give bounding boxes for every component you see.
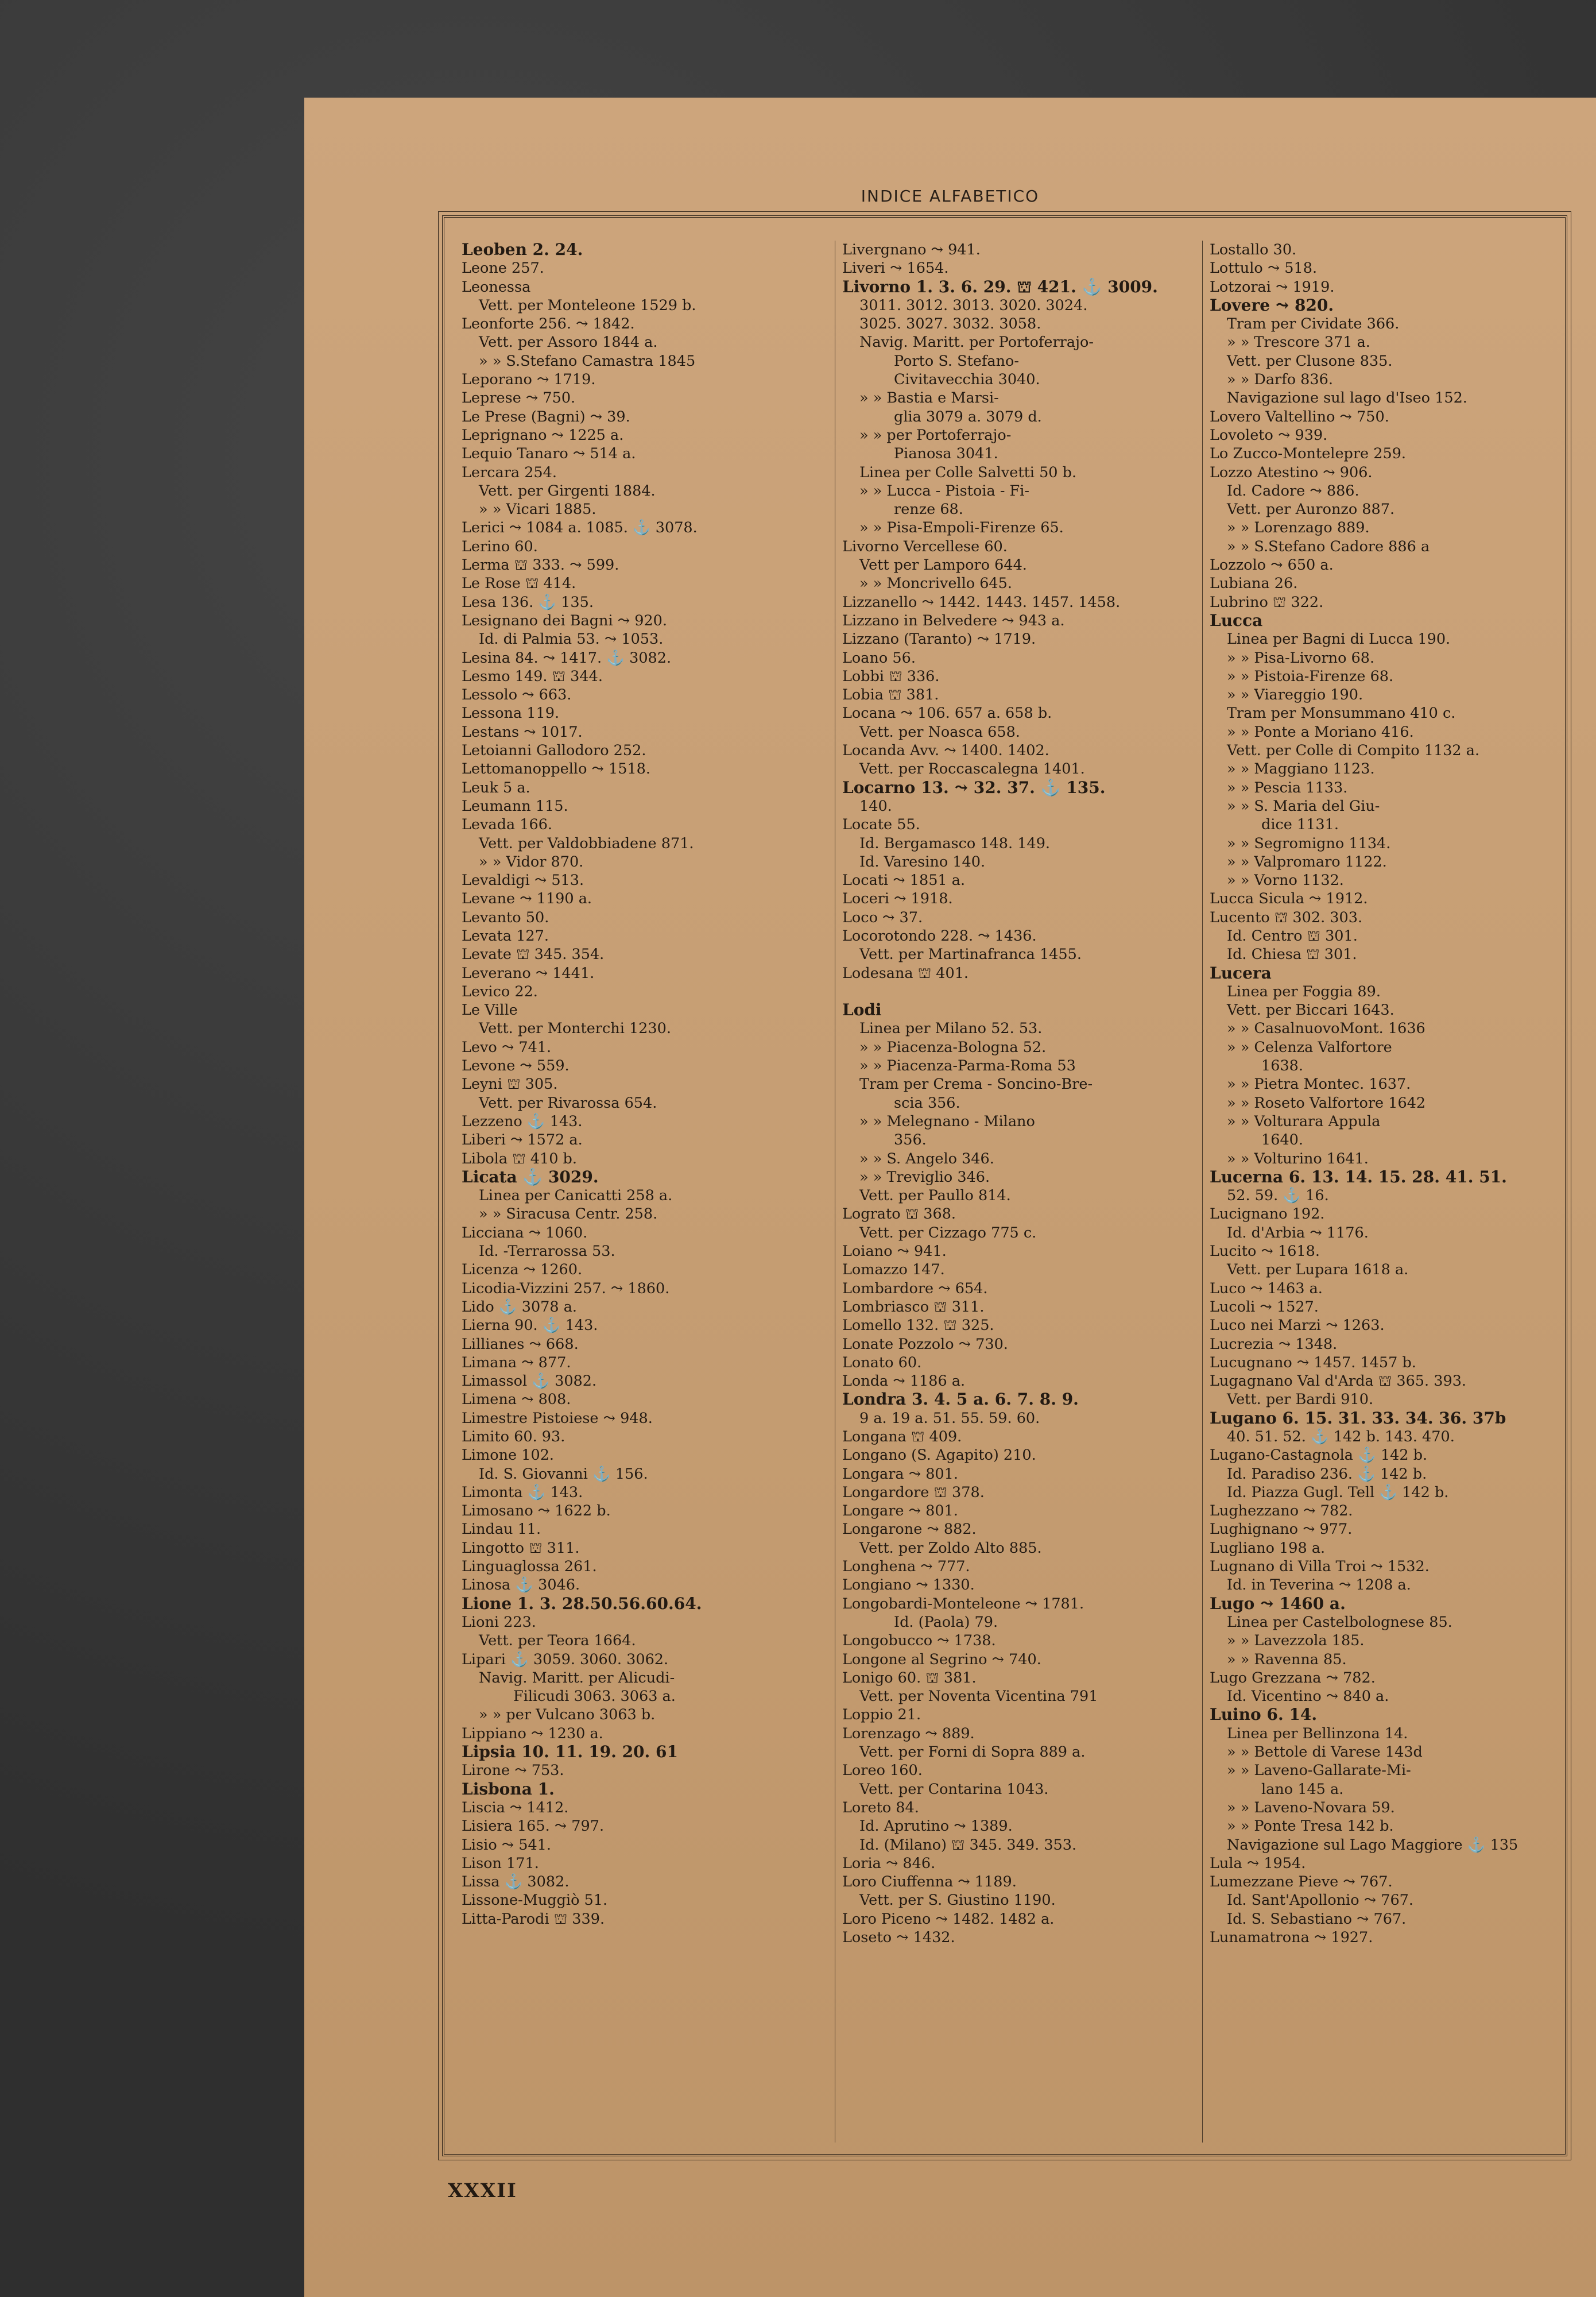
index-entry: dice 1131. xyxy=(1261,816,1339,834)
index-entry: Lione 1. 3. 28.50.56.60.64. xyxy=(462,1594,702,1613)
index-entry: Linea per Bagni di Lucca 190. xyxy=(1227,631,1451,648)
index-entry: Limone 102. xyxy=(462,1447,555,1464)
index-entry: Vett. per Colle di Compito 1132 a. xyxy=(1227,742,1480,760)
index-entry: Id. S. Sebastiano ⤳ 767. xyxy=(1227,1910,1407,1928)
index-entry: Lonigo 60. ⛫ 381. xyxy=(842,1669,977,1687)
index-entry: Lorenzago ⤳ 889. xyxy=(842,1724,975,1742)
index-entry: Lugliano 198 a. xyxy=(1210,1539,1326,1557)
index-entry: Lomazzo 147. xyxy=(842,1261,945,1279)
index-entry: Lula ⤳ 1954. xyxy=(1210,1854,1306,1872)
index-entry: Licenza ⤳ 1260. xyxy=(462,1261,583,1279)
index-entry: Vett. per Assoro 1844 a. xyxy=(479,334,658,351)
index-entry: Levada 166. xyxy=(462,816,553,834)
index-entry: Leoben 2. 24. xyxy=(462,241,583,259)
index-entry: Lissa ⚓ 3082. xyxy=(462,1873,570,1891)
index-entry: Loreto 84. xyxy=(842,1799,919,1816)
index-entry: Loria ⤳ 846. xyxy=(842,1854,936,1872)
index-entry: Linea per Foggia 89. xyxy=(1227,983,1381,1000)
index-entry: Lirone ⤳ 753. xyxy=(462,1762,564,1780)
index-entry: Lombardore ⤳ 654. xyxy=(842,1279,988,1297)
index-entry: Lostallo 30. xyxy=(1210,241,1297,258)
index-entry: Lombriasco ⛫ 311. xyxy=(842,1298,985,1316)
index-entry: Lodesana ⛫ 401. xyxy=(842,964,969,982)
index-entry: Lucerna 6. 13. 14. 15. 28. 41. 51. xyxy=(1210,1167,1507,1186)
index-entry: » » Celenza Valfortore xyxy=(1227,1038,1392,1056)
index-entry: Longara ⤳ 801. xyxy=(842,1465,958,1483)
index-entry: Id. (Milano) ⛫ 345. 349. 353. xyxy=(859,1836,1077,1854)
index-entry: Loco ⤳ 37. xyxy=(842,908,923,926)
index-entry: Levate ⛫ 345. 354. xyxy=(462,946,605,964)
index-frame xyxy=(442,215,1567,2156)
index-entry: Licciana ⤳ 1060. xyxy=(462,1224,588,1242)
index-entry: Vett. per Monteleone 1529 b. xyxy=(479,296,696,314)
index-entry: Loseto ⤳ 1432. xyxy=(842,1929,955,1947)
index-entry: lano 145 a. xyxy=(1261,1780,1344,1798)
index-entry: 9 a. 19 a. 51. 55. 59. 60. xyxy=(859,1409,1040,1427)
index-entry: Lioni 223. xyxy=(462,1613,536,1631)
index-entry: » » Viareggio 190. xyxy=(1227,686,1363,704)
index-entry: Civitavecchia 3040. xyxy=(894,371,1040,389)
index-entry: Lesina 84. ⤳ 1417. ⚓ 3082. xyxy=(462,649,672,667)
index-entry: Lo Zucco-Montelepre 259. xyxy=(1210,445,1407,463)
index-entry: Lizzanello ⤳ 1442. 1443. 1457. 1458. xyxy=(842,593,1121,611)
index-entry: Lesmo 149. ⛫ 344. xyxy=(462,667,603,685)
index-entry: Id. Sant'Apollonio ⤳ 767. xyxy=(1227,1892,1414,1909)
index-entry: » » Ravenna 85. xyxy=(1227,1650,1347,1668)
index-entry: Livorno 1. 3. 6. 29. ⛫ 421. ⚓ 3009. xyxy=(842,277,1158,296)
index-entry: Id. Paradiso 236. ⚓ 142 b. xyxy=(1227,1465,1427,1483)
index-entry: Longobardi-Monteleone ⤳ 1781. xyxy=(842,1595,1084,1612)
index-entry: Lugo ⤳ 1460 a. xyxy=(1210,1594,1346,1613)
index-entry: » » Valpromaro 1122. xyxy=(1227,853,1387,871)
index-entry: » » Vidor 870. xyxy=(479,853,584,871)
index-entry: Lobbi ⛫ 336. xyxy=(842,667,940,685)
index-entry: Liberi ⤳ 1572 a. xyxy=(462,1131,583,1149)
index-entry: » » Bastia e Marsi- xyxy=(859,389,999,407)
index-entry: Lovoleto ⤳ 939. xyxy=(1210,426,1328,444)
index-column-2 xyxy=(835,241,1198,2143)
index-entry: Filicudi 3063. 3063 a. xyxy=(513,1688,676,1706)
index-entry: Lisbona 1. xyxy=(462,1780,555,1799)
index-entry: Lequio Tanaro ⤳ 514 a. xyxy=(462,445,636,463)
index-entry: Levico 22. xyxy=(462,983,538,1000)
index-entry: » » Siracusa Centr. 258. xyxy=(479,1205,658,1223)
index-entry: Lugagnano Val d'Arda ⛫ 365. 393. xyxy=(1210,1372,1467,1390)
index-entry: Id. Varesino 140. xyxy=(859,853,986,871)
index-entry: Linosa ⚓ 3046. xyxy=(462,1576,580,1594)
index-entry: Livergnano ⤳ 941. xyxy=(842,241,981,258)
index-entry: Lesa 136. ⚓ 135. xyxy=(462,593,594,611)
index-entry: » » Pescia 1133. xyxy=(1227,779,1348,796)
index-entry: » » Laveno-Novara 59. xyxy=(1227,1799,1395,1816)
index-entry: » » Laveno-Gallarate-Mi- xyxy=(1227,1762,1411,1780)
index-entry: 40. 51. 52. ⚓ 142 b. 143. 470. xyxy=(1227,1428,1455,1445)
index-entry: Licodia-Vizzini 257. ⤳ 1860. xyxy=(462,1279,670,1297)
index-entry: Linea per Colle Salvetti 50 b. xyxy=(859,463,1077,481)
index-entry: Lubrino ⛫ 322. xyxy=(1210,593,1324,611)
index-entry: Vett. per Bardi 910. xyxy=(1227,1391,1374,1409)
index-entry: Lierna 90. ⚓ 143. xyxy=(462,1317,598,1335)
index-entry: Libola ⛫ 410 b. xyxy=(462,1150,577,1167)
index-entry: Locati ⤳ 1851 a. xyxy=(842,872,966,890)
index-entry: Linguaglossa 261. xyxy=(462,1558,597,1576)
index-column-3 xyxy=(1202,241,1571,2143)
index-entry: Leverano ⤳ 1441. xyxy=(462,964,595,982)
index-entry: Lugano 6. 15. 31. 33. 34. 36. 37b xyxy=(1210,1409,1506,1428)
index-entry: Vett. per Contarina 1043. xyxy=(859,1780,1049,1798)
index-entry: Id. Piazza Gugl. Tell ⚓ 142 b. xyxy=(1227,1483,1449,1501)
index-entry: Lizzano in Belvedere ⤳ 943 a. xyxy=(842,612,1065,629)
index-entry: Vett. per Paullo 814. xyxy=(859,1187,1011,1205)
index-entry: Lugano-Castagnola ⚓ 142 b. xyxy=(1210,1447,1428,1464)
index-entry: » » Trescore 371 a. xyxy=(1227,334,1370,351)
index-entry: » » Vorno 1132. xyxy=(1227,872,1344,890)
index-entry: Longiano ⤳ 1330. xyxy=(842,1576,975,1594)
index-entry: Lovero Valtellino ⤳ 750. xyxy=(1210,408,1389,426)
index-entry: Id. Chiesa ⛫ 301. xyxy=(1227,946,1357,964)
index-entry: Lunamatrona ⤳ 1927. xyxy=(1210,1929,1373,1947)
index-entry: 52. 59. ⚓ 16. xyxy=(1227,1187,1329,1205)
index-entry: 356. xyxy=(894,1131,927,1149)
index-entry: Longone al Segrino ⤳ 740. xyxy=(842,1650,1041,1668)
index-entry: » » per Portoferrajo- xyxy=(859,426,1012,444)
index-entry: Lonato 60. xyxy=(842,1354,922,1371)
index-entry: Lido ⚓ 3078 a. xyxy=(462,1298,578,1316)
index-entry: Lugo Grezzana ⤳ 782. xyxy=(1210,1669,1376,1687)
index-entry: » » Vicari 1885. xyxy=(479,501,596,519)
index-entry: Vett. per Roccascalegna 1401. xyxy=(859,760,1085,778)
index-entry: Lindau 11. xyxy=(462,1521,541,1538)
index-entry: Limestre Pistoiese ⤳ 948. xyxy=(462,1409,653,1427)
index-entry: Le Ville xyxy=(462,1001,518,1019)
index-entry: 140. xyxy=(859,797,892,815)
index-entry: Longhena ⤳ 777. xyxy=(842,1558,970,1576)
index-entry: Tram per Crema - Soncino-Bre- xyxy=(859,1076,1093,1093)
index-entry: Lucera xyxy=(1210,964,1272,983)
index-entry: Id. -Terrarossa 53. xyxy=(479,1243,615,1260)
index-entry: Id. d'Arbia ⤳ 1176. xyxy=(1227,1224,1369,1242)
index-entry: Lottulo ⤳ 518. xyxy=(1210,260,1318,277)
page-header: INDICE ALFABETICO xyxy=(861,187,1040,206)
index-entry: Lestans ⤳ 1017. xyxy=(462,723,583,741)
index-entry: Locarno 13. ⤳ 32. 37. ⚓ 135. xyxy=(842,778,1106,797)
index-entry: Leyni ⛫ 305. xyxy=(462,1076,558,1093)
index-entry: Lessolo ⤳ 663. xyxy=(462,686,572,704)
index-entry: Vett per Lamporo 644. xyxy=(859,556,1027,574)
index-entry: Licata ⚓ 3029. xyxy=(462,1167,599,1186)
index-entry: Vett. per Valdobbiadene 871. xyxy=(479,834,694,852)
index-entry: Lerici ⤳ 1084 a. 1085. ⚓ 3078. xyxy=(462,519,698,537)
index-entry: Lippiano ⤳ 1230 a. xyxy=(462,1724,603,1742)
index-entry: Lison 171. xyxy=(462,1854,539,1872)
index-entry: Lovere ⤳ 820. xyxy=(1210,296,1334,315)
index-entry: Lugnano di Villa Troi ⤳ 1532. xyxy=(1210,1558,1430,1576)
index-entry: Navigazione sul Lago Maggiore ⚓ 135 xyxy=(1227,1836,1518,1854)
index-entry: Vett. per Noventa Vicentina 791 xyxy=(859,1688,1098,1706)
index-entry: renze 68. xyxy=(894,501,963,519)
index-entry: Id. Centro ⛫ 301. xyxy=(1227,927,1358,945)
index-entry: » » Melegnano - Milano xyxy=(859,1112,1035,1130)
index-entry: Vett. per Clusone 835. xyxy=(1227,352,1393,370)
index-entry: Leprese ⤳ 750. xyxy=(462,389,576,407)
index-entry: Londa ⤳ 1186 a. xyxy=(842,1372,966,1390)
index-entry: Longarone ⤳ 882. xyxy=(842,1521,977,1538)
index-entry: » » Pistoia-Firenze 68. xyxy=(1227,667,1394,685)
index-entry: » » Ponte a Moriano 416. xyxy=(1227,723,1414,741)
index-entry: 1638. xyxy=(1261,1057,1304,1075)
index-entry: » » CasalnuovoMont. 1636 xyxy=(1227,1020,1425,1038)
index-entry: Lucoli ⤳ 1527. xyxy=(1210,1298,1319,1316)
index-entry: Le Prese (Bagni) ⤳ 39. xyxy=(462,408,630,426)
index-entry: scia 356. xyxy=(894,1094,960,1112)
index-entry: Loceri ⤳ 1918. xyxy=(842,890,953,908)
index-entry: Luco nei Marzi ⤳ 1263. xyxy=(1210,1317,1385,1335)
index-entry: Lonate Pozzolo ⤳ 730. xyxy=(842,1335,1008,1353)
index-entry: Lumezzane Pieve ⤳ 767. xyxy=(1210,1873,1393,1891)
index-entry: Litta-Parodi ⛫ 339. xyxy=(462,1910,605,1928)
index-entry: Letoianni Gallodoro 252. xyxy=(462,742,646,760)
index-entry: » » Lorenzago 889. xyxy=(1227,519,1370,537)
index-entry: Livorno Vercellese 60. xyxy=(842,537,1008,555)
index-entry: Longardore ⛫ 378. xyxy=(842,1483,985,1501)
index-entry: Lomello 132. ⛫ 325. xyxy=(842,1317,994,1335)
book-page xyxy=(304,98,1596,2297)
index-entry: Id. Cadore ⤳ 886. xyxy=(1227,482,1359,500)
index-entry: Linea per Castelbolognese 85. xyxy=(1227,1613,1452,1631)
page-number: XXXII xyxy=(448,2179,517,2202)
index-entry: » » S.Stefano Cadore 886 a xyxy=(1227,537,1430,555)
index-entry: Leonessa xyxy=(462,278,531,296)
index-entry: Lisiera 165. ⤳ 797. xyxy=(462,1818,605,1835)
index-entry: Id. S. Giovanni ⚓ 156. xyxy=(479,1465,648,1483)
index-entry: Leprignano ⤳ 1225 a. xyxy=(462,426,624,444)
index-entry: Vett. per S. Giustino 1190. xyxy=(859,1892,1056,1909)
index-entry: Navig. Maritt. per Portoferrajo- xyxy=(859,334,1094,351)
index-entry: Id. Bergamasco 148. 149. xyxy=(859,834,1051,852)
index-entry: Lessona 119. xyxy=(462,705,560,722)
index-entry: » » Bettole di Varese 143d xyxy=(1227,1743,1423,1761)
index-entry: » » S. Maria del Giu- xyxy=(1227,797,1380,815)
index-entry: Porto S. Stefano- xyxy=(894,352,1019,370)
index-entry: Lughignano ⤳ 977. xyxy=(1210,1521,1353,1538)
index-entry: Limassol ⚓ 3082. xyxy=(462,1372,597,1390)
index-entry: Leone 257. xyxy=(462,260,544,277)
index-entry: Luco ⤳ 1463 a. xyxy=(1210,1279,1323,1297)
index-entry: Liveri ⤳ 1654. xyxy=(842,260,949,277)
index-entry: Lucento ⛫ 302. 303. xyxy=(1210,908,1363,926)
index-entry: Vett. per Monterchi 1230. xyxy=(479,1020,671,1038)
index-entry: » » Piacenza-Parma-Roma 53 xyxy=(859,1057,1076,1075)
index-entry: Lughezzano ⤳ 782. xyxy=(1210,1502,1353,1520)
index-entry: Locorotondo 228. ⤳ 1436. xyxy=(842,927,1037,945)
index-entry: Longano (S. Agapito) 210. xyxy=(842,1447,1036,1464)
index-entry: » » Lavezzola 185. xyxy=(1227,1632,1365,1650)
index-entry: Id. Aprutino ⤳ 1389. xyxy=(859,1818,1013,1835)
index-entry: 3025. 3027. 3032. 3058. xyxy=(859,315,1041,333)
index-entry: Vett. per Rivarossa 654. xyxy=(479,1094,657,1112)
index-column-1 xyxy=(462,241,818,2143)
index-entry: Limonta ⚓ 143. xyxy=(462,1483,583,1501)
index-entry: Leonforte 256. ⤳ 1842. xyxy=(462,315,635,333)
index-entry: Londra 3. 4. 5 a. 6. 7. 8. 9. xyxy=(842,1390,1079,1409)
index-entry: Vett. per Girgenti 1884. xyxy=(479,482,656,500)
index-entry: Tram per Monsummano 410 c. xyxy=(1227,705,1456,722)
index-entry: Id. Vicentino ⤳ 840 a. xyxy=(1227,1688,1389,1706)
index-entry: Pianosa 3041. xyxy=(894,445,998,463)
index-entry: Leumann 115. xyxy=(462,797,568,815)
index-entry: Vett. per Martinafranca 1455. xyxy=(859,946,1082,964)
index-entry: Lipsia 10. 11. 19. 20. 61 xyxy=(462,1743,679,1762)
index-entry: Loppio 21. xyxy=(842,1706,921,1724)
index-entry: Lizzano (Taranto) ⤳ 1719. xyxy=(842,631,1036,648)
index-entry: Loreo 160. xyxy=(842,1762,923,1780)
index-entry: Locanda Avv. ⤳ 1400. 1402. xyxy=(842,742,1049,760)
index-entry: Lettomanoppello ⤳ 1518. xyxy=(462,760,651,778)
index-entry: Vett. per Zoldo Alto 885. xyxy=(859,1539,1042,1557)
index-entry: Leporano ⤳ 1719. xyxy=(462,371,596,389)
index-entry: Limosano ⤳ 1622 b. xyxy=(462,1502,611,1520)
index-entry: Linea per Canicatti 258 a. xyxy=(479,1187,673,1205)
index-entry: Loro Ciuffenna ⤳ 1189. xyxy=(842,1873,1017,1891)
index-entry: Locana ⤳ 106. 657 a. 658 b. xyxy=(842,705,1052,722)
index-entry: Limana ⤳ 877. xyxy=(462,1354,571,1371)
index-entry: Lesignano dei Bagni ⤳ 920. xyxy=(462,612,667,629)
index-entry: Lobia ⛫ 381. xyxy=(842,686,939,704)
index-entry: Limito 60. 93. xyxy=(462,1428,565,1445)
index-entry: Lerino 60. xyxy=(462,537,538,555)
index-entry: » » S. Angelo 346. xyxy=(859,1150,994,1167)
index-entry: Lisio ⤳ 541. xyxy=(462,1836,552,1854)
index-entry: Vett. per Noasca 658. xyxy=(859,723,1020,741)
index-entry: Longare ⤳ 801. xyxy=(842,1502,958,1520)
index-entry: Vett. per Biccari 1643. xyxy=(1227,1001,1394,1019)
index-entry: Levo ⤳ 741. xyxy=(462,1038,552,1056)
index-entry: » » Lucca - Pistoia - Fi- xyxy=(859,482,1030,500)
index-entry: Levata 127. xyxy=(462,927,549,945)
index-entry: Navigazione sul lago d'Iseo 152. xyxy=(1227,389,1467,407)
index-entry: Vett. per Cizzago 775 c. xyxy=(859,1224,1037,1242)
index-entry: Lucugnano ⤳ 1457. 1457 b. xyxy=(1210,1354,1416,1371)
index-entry: Vett. per Forni di Sopra 889 a. xyxy=(859,1743,1086,1761)
index-entry: Levanto 50. xyxy=(462,908,549,926)
index-entry: Lipari ⚓ 3059. 3060. 3062. xyxy=(462,1650,669,1668)
index-entry: Linea per Bellinzona 14. xyxy=(1227,1724,1408,1742)
index-entry: Longana ⛫ 409. xyxy=(842,1428,962,1445)
index-entry: Lillianes ⤳ 668. xyxy=(462,1335,579,1353)
index-entry: Id. (Paola) 79. xyxy=(894,1613,998,1631)
index-entry: Lercara 254. xyxy=(462,463,557,481)
index-entry: » » Pisa-Livorno 68. xyxy=(1227,649,1375,667)
index-entry: Liscia ⤳ 1412. xyxy=(462,1799,569,1816)
index-entry: Le Rose ⛫ 414. xyxy=(462,575,576,593)
index-entry: Vett. per Teora 1664. xyxy=(479,1632,636,1650)
index-entry: » » Maggiano 1123. xyxy=(1227,760,1375,778)
index-entry: Lucca Sicula ⤳ 1912. xyxy=(1210,890,1368,908)
index-entry: Luino 6. 14. xyxy=(1210,1706,1318,1724)
index-entry: Id. in Teverina ⤳ 1208 a. xyxy=(1227,1576,1411,1594)
index-entry: » » Ponte Tresa 142 b. xyxy=(1227,1818,1394,1835)
index-entry: » » Volturara Appula xyxy=(1227,1112,1381,1130)
index-entry: 3011. 3012. 3013. 3020. 3024. xyxy=(859,296,1088,314)
index-entry: Lotzorai ⤳ 1919. xyxy=(1210,278,1335,296)
index-entry: Navig. Maritt. per Alicudi- xyxy=(479,1669,675,1687)
index-entry: Tram per Cividate 366. xyxy=(1227,315,1400,333)
index-entry: Lucito ⤳ 1618. xyxy=(1210,1243,1320,1260)
index-entry: Lucrezia ⤳ 1348. xyxy=(1210,1335,1338,1353)
index-entry: Lissone-Muggiò 51. xyxy=(462,1892,608,1909)
index-entry: » » per Vulcano 3063 b. xyxy=(479,1706,656,1724)
index-entry: Limena ⤳ 808. xyxy=(462,1391,571,1409)
index-entry: Lucca xyxy=(1210,611,1263,630)
index-entry: Leuk 5 a. xyxy=(462,779,530,796)
index-entry: » » Piacenza-Bologna 52. xyxy=(859,1038,1047,1056)
index-entry: Lodi xyxy=(842,1001,882,1020)
index-entry: Levaldigi ⤳ 513. xyxy=(462,872,584,890)
index-entry: » » Treviglio 346. xyxy=(859,1168,990,1186)
index-entry: glia 3079 a. 3079 d. xyxy=(894,408,1042,426)
index-entry: » » Darfo 836. xyxy=(1227,371,1333,389)
index-entry: Lezzeno ⚓ 143. xyxy=(462,1112,583,1130)
index-entry: » » Pietra Montec. 1637. xyxy=(1227,1076,1411,1093)
index-entry: Levane ⤳ 1190 a. xyxy=(462,890,592,908)
index-entry: Lerma ⛫ 333. ⤳ 599. xyxy=(462,556,619,574)
index-entry: Longobucco ⤳ 1738. xyxy=(842,1632,996,1650)
index-entry: Linea per Milano 52. 53. xyxy=(859,1020,1043,1038)
index-entry: » » Segromigno 1134. xyxy=(1227,834,1391,852)
index-entry: Lozzolo ⤳ 650 a. xyxy=(1210,556,1334,574)
index-entry: Levone ⤳ 559. xyxy=(462,1057,570,1075)
index-entry: Loro Piceno ⤳ 1482. 1482 a. xyxy=(842,1910,1055,1928)
index-entry: Lozzo Atestino ⤳ 906. xyxy=(1210,463,1373,481)
index-entry: 1640. xyxy=(1261,1131,1304,1149)
index-entry: » » Pisa-Empoli-Firenze 65. xyxy=(859,519,1064,537)
index-entry: Lubiana 26. xyxy=(1210,575,1298,593)
index-entry: » » S.Stefano Camastra 1845 xyxy=(479,352,696,370)
index-entry: Lograto ⛫ 368. xyxy=(842,1205,956,1223)
index-entry: » » Moncrivello 645. xyxy=(859,575,1012,593)
index-entry xyxy=(842,983,1198,1001)
index-entry: Vett. per Auronzo 887. xyxy=(1227,501,1395,519)
index-entry: » » Roseto Valfortore 1642 xyxy=(1227,1094,1426,1112)
index-entry: » » Volturino 1641. xyxy=(1227,1150,1369,1167)
index-entry: Vett. per Lupara 1618 a. xyxy=(1227,1261,1409,1279)
index-entry: Id. di Palmia 53. ⤳ 1053. xyxy=(479,631,664,648)
index-entry: Locate 55. xyxy=(842,816,920,834)
index-entry: Lucignano 192. xyxy=(1210,1205,1325,1223)
index-entry: Lingotto ⛫ 311. xyxy=(462,1539,580,1557)
index-entry: Loiano ⤳ 941. xyxy=(842,1243,947,1260)
index-entry: Loano 56. xyxy=(842,649,916,667)
